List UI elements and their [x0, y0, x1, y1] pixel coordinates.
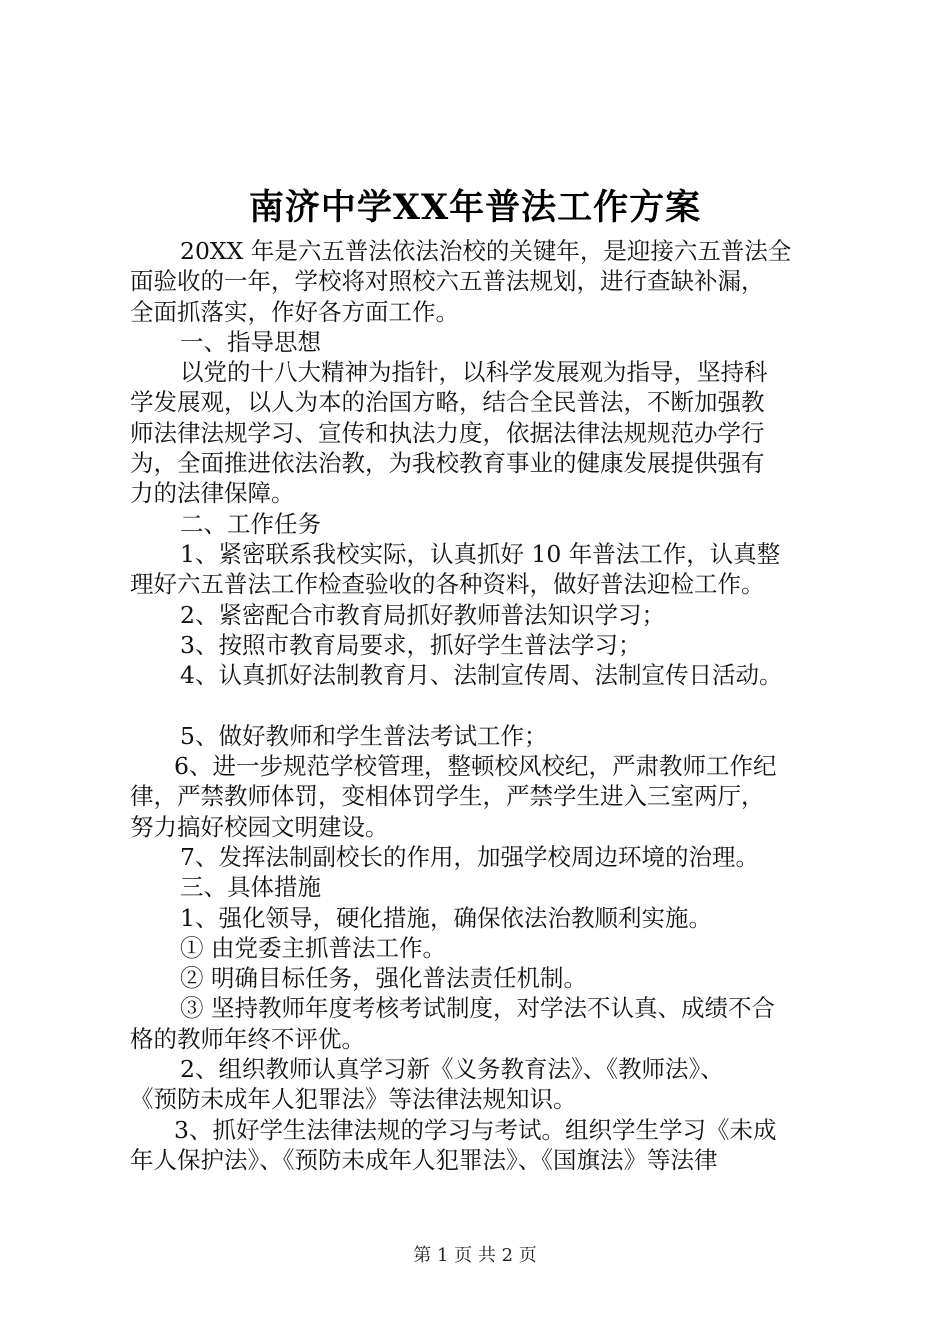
body-line: 理好六五普法工作检查验收的各种资料，做好普法迎检工作。 — [130, 570, 765, 599]
body-line: 5、做好教师和学生普法考试工作； — [180, 721, 548, 750]
body-line: ② 明确目标任务，强化普法责任机制。 — [180, 964, 587, 993]
document-body — [130, 236, 830, 1175]
body-line: 努力搞好校园文明建设。 — [130, 812, 389, 841]
body-line: 20XX 年是六五普法依法治校的关键年，是迎接六五普法全 — [180, 237, 792, 265]
section-heading: 三、具体措施 — [180, 873, 321, 902]
body-line: 以党的十八大精神为指针，以科学发展观为指导，坚持科 — [180, 358, 768, 387]
body-line: 1、紧密联系我校实际，认真抓好 10 年普法工作，认真整 — [180, 539, 781, 568]
body-line: 师法律法规学习、宣传和执法力度，依据法律法规规范办学行 — [130, 418, 765, 447]
body-line: 格的教师年终不评优。 — [130, 1024, 365, 1053]
body-line: 2、紧密配合市教育局抓好教师普法知识学习； — [180, 600, 665, 629]
body-line: 3、按照市教育局要求，抓好学生普法学习； — [180, 630, 642, 659]
section-heading: 二、工作任务 — [180, 509, 321, 538]
body-line: 《预防未成年人犯罪法》等法律法规知识。 — [130, 1085, 577, 1114]
body-line: 3、抓好学生法律法规的学习与考试。组织学生学习《未成 — [174, 1115, 777, 1144]
blank-line — [130, 690, 830, 720]
body-line: ① 由党委主抓普法工作。 — [180, 933, 446, 962]
body-line: 2、组织教师认真学习新《义务教育法》、《教师法》、 — [180, 1055, 724, 1084]
body-line: 7、发挥法制副校长的作用，加强学校周边环境的治理。 — [180, 842, 759, 871]
body-line: 力的法律保障。 — [130, 479, 295, 508]
section-heading: 一、指导思想 — [180, 327, 321, 356]
body-line: 学发展观，以人为本的治国方略，结合全民普法，不断加强教 — [130, 388, 765, 417]
body-line: 为，全面推进依法治教，为我校教育事业的健康发展提供强有 — [130, 449, 765, 478]
body-line: 年人保护法》、《预防未成年人犯罪法》、《国旗法》等法律 — [130, 1145, 718, 1174]
page-footer: 第 1 页 共 2 页 — [413, 1245, 537, 1266]
body-line: 全面抓落实，作好各方面工作。 — [130, 297, 459, 326]
document-title: 南济中学XX年普法工作方案 — [248, 187, 702, 228]
body-line: ③ 坚持教师年度考核考试制度，对学法不认真、成绩不合 — [180, 994, 775, 1023]
body-line: 6、进一步规范学校管理，整顿校风校纪，严肃教师工作纪 — [174, 752, 777, 781]
body-line: 1、强化领导，硬化措施，确保依法治教顺利实施。 — [180, 903, 712, 932]
body-line: 4、认真抓好法制教育月、法制宣传周、法制宣传日活动。 — [180, 661, 783, 690]
body-line: 面验收的一年，学校将对照校六五普法规划，进行查缺补漏， — [130, 267, 765, 296]
body-line: 律，严禁教师体罚，变相体罚学生，严禁学生进入三室两厅， — [130, 782, 765, 811]
